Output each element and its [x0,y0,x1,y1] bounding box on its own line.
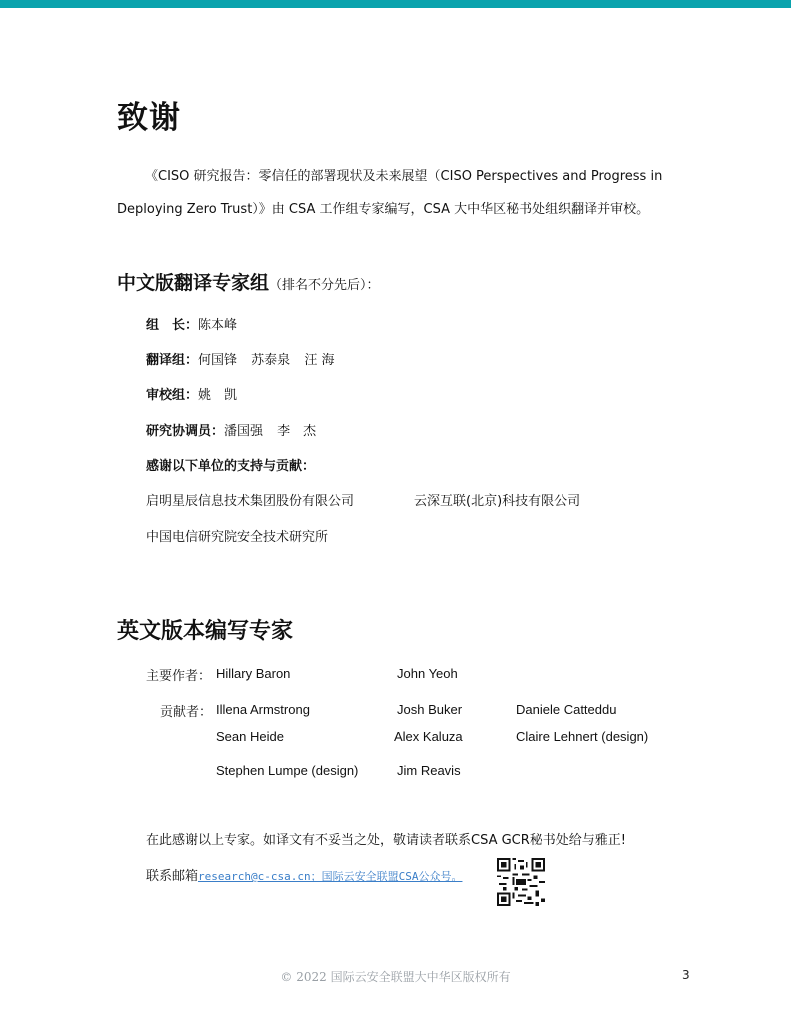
contributor-name: Daniele Catteddu [516,702,617,717]
cn-group-note: （排名不分先后）： [269,278,380,293]
reviewers-row [146,384,237,403]
author-name: John Yeoh [397,666,458,681]
authors-label: 主要作者： [146,669,212,684]
contact-email-link[interactable]: research@c-csa.cn；国际云安全联盟CSA公众号。 [198,870,463,883]
contact-row [146,865,462,884]
contributor-name: Alex Kaluza [394,729,463,744]
contributor-name: Claire Lehnert (design) [516,729,649,744]
coordinators-row [146,420,316,439]
leader-label: 组 长： [146,318,199,333]
cn-group-heading-text: 中文版翻译专家组 [117,272,270,294]
org-name: 中国电信研究院安全技术研究所 [146,530,329,545]
contact-label: 联系邮箱 [146,869,199,884]
coordinator-name: 李 杰 [277,424,317,439]
org-name: 启明星辰信息技术集团股份有限公司 [146,494,355,509]
thanks-label: 感谢以下单位的支持与贡献： [146,459,316,474]
leader-name: 陈本峰 [198,318,238,333]
coordinator-name: 潘国强 [224,424,264,439]
page-title: 致谢 [117,100,181,136]
contributor-name: Josh Buker [397,702,463,717]
org-name: 云深互联(北京)科技有限公司 [414,494,581,509]
author-name: Hillary Baron [216,666,291,681]
translator-name: 何国锋 [198,353,238,368]
translators-label: 翻译组： [146,353,199,368]
en-group-heading: 英文版本编写专家 [117,619,294,644]
contributor-name: Illena Armstrong [216,702,310,717]
qr-code-image [497,858,545,906]
cn-group-heading [117,268,380,295]
coordinators-label: 研究协调员： [146,424,225,439]
contributor-name: Jim Reavis [397,763,461,778]
reviewers-label: 审校组： [146,388,199,403]
translators-row [146,349,334,368]
contributor-name: Stephen Lumpe (design) [216,763,359,778]
contributor-name: Sean Heide [216,729,284,744]
reviewer-name: 姚 凯 [198,388,238,403]
translator-name: 汪 海 [304,353,335,368]
contributors-label: 贡献者： [160,705,213,720]
intro-paragraph: 《CISO 研究报告：零信任的部署现状及未来展望（CISO Perspectives and Progress in Deploying Zero Trust）》由 CSA 工作组专家编写，CSA 大中华区秘书处组织翻译并审校。 [117,169,663,217]
closing-note: 在此感谢以上专家。如译文有不妥当之处，敬请读者联系CSA GCR秘书处给与雅正! [146,833,626,848]
page-number: 3 [682,968,690,982]
top-accent-bar [0,0,791,8]
copyright-footer: © 2022 国际云安全联盟大中华区版权所有 [280,970,511,984]
leader-row [146,314,237,333]
translator-name: 苏泰泉 [251,353,291,368]
